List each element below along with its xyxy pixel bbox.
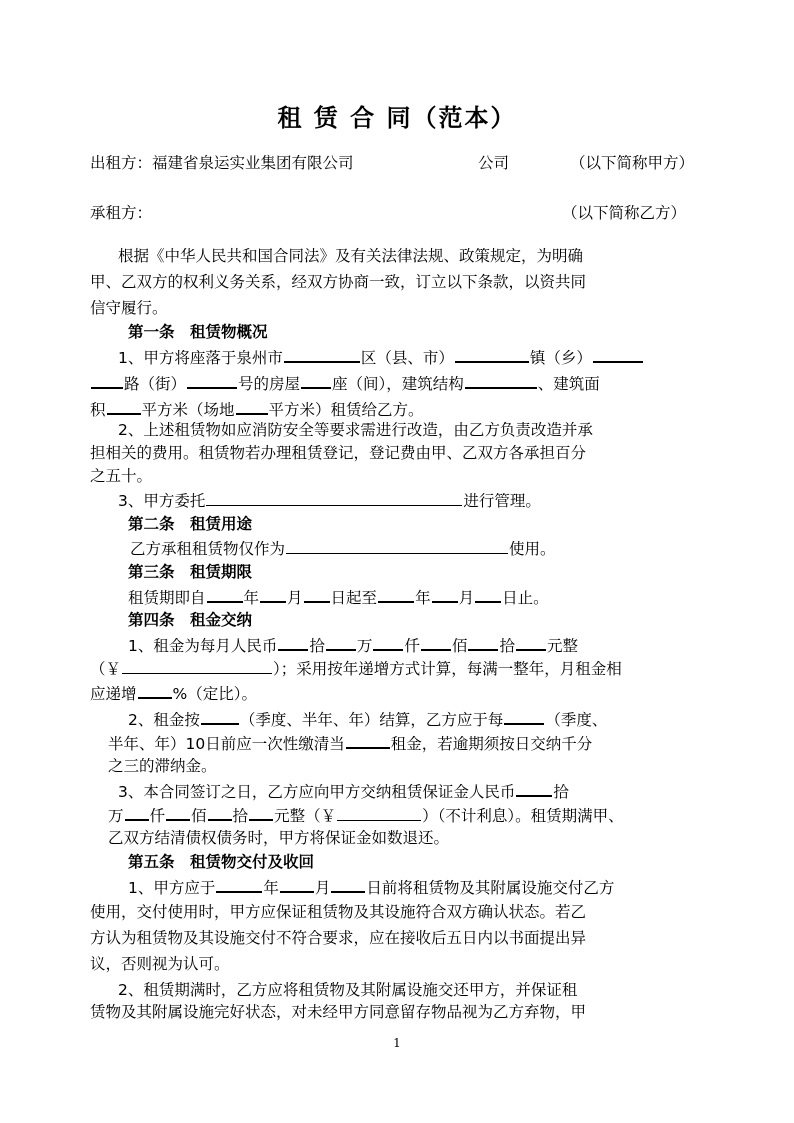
text: 半年、年）10日前应一次性缴清当	[108, 735, 345, 753]
blank	[337, 805, 421, 821]
text: 万	[108, 807, 124, 825]
lessee-label: 承租方：	[90, 204, 153, 222]
art4-p3-line1	[118, 780, 569, 802]
article-3-heading: 第三条 租赁期限	[128, 563, 253, 581]
art4-p2-line1	[128, 708, 607, 730]
blank	[187, 372, 237, 389]
art4-p3-line2	[108, 804, 624, 826]
intro-line-1: 根据《中华人民共和国合同法》及有关法律法规、政策规定，为明确	[118, 247, 584, 265]
blank	[301, 372, 331, 389]
lessor-label: 出租方：	[90, 154, 153, 172]
text: 平方米（场地	[141, 401, 235, 419]
text: %（定比）。	[172, 685, 257, 703]
art4-p1-line1	[128, 634, 578, 656]
blank	[516, 780, 552, 797]
page-number: 1	[393, 1036, 401, 1050]
text: 日起至	[330, 589, 378, 607]
text: 应递增	[90, 685, 137, 703]
art1-p1-line2	[90, 372, 600, 394]
art1-p1-line1	[118, 346, 644, 368]
text: 年	[415, 589, 431, 607]
blank	[421, 634, 451, 651]
blank	[468, 634, 498, 651]
blank	[516, 634, 546, 651]
intro-line-2: 甲、乙双方的权利义务关系，经双方协商一致，订立以下条款，以资共同	[90, 273, 587, 291]
blank	[249, 804, 273, 821]
text: 日止。	[502, 589, 549, 607]
text: 租金，若逾期须按日交纳千分	[390, 735, 593, 753]
art1-p2-line1: 2、上述租赁物如应消防安全等要求需进行改造，由乙方负责改造并承	[118, 421, 593, 439]
blank	[91, 372, 123, 389]
text: 1、甲方应于	[128, 879, 216, 897]
text: （季度、	[545, 711, 608, 729]
article-4-heading: 第四条 租金交纳	[128, 611, 253, 629]
company-word: 公司	[478, 154, 510, 172]
blank	[346, 732, 390, 749]
article-1-heading: 第一条 租赁物概况	[128, 323, 268, 341]
article-5-heading: 第五条 租赁物交付及收回	[128, 853, 315, 871]
blank	[122, 658, 272, 674]
art5-p2-line1: 2、租赁期满时，乙方应将租赁物及其附属设施交还甲方，并保证租	[118, 981, 578, 999]
blank	[286, 538, 508, 554]
text: 万	[356, 637, 373, 655]
blank	[465, 372, 537, 389]
text: 3、甲方委托	[118, 492, 206, 510]
blank	[107, 398, 141, 415]
text: 佰	[451, 637, 468, 655]
text: 拾	[309, 637, 325, 655]
text: 拾	[553, 783, 569, 801]
intro-line-3: 信守履行。	[90, 299, 168, 317]
art1-p1-line3	[90, 398, 424, 420]
text: 元整（￥	[274, 807, 337, 825]
article-2-heading: 第二条 租赁用途	[128, 515, 253, 533]
art3-p	[128, 586, 549, 608]
lessee-alias: （以下简称乙方）	[562, 204, 687, 222]
text: 平方米）租赁给乙方。	[268, 401, 424, 419]
text: 2、租金按	[128, 711, 200, 729]
text: 积	[90, 401, 106, 419]
text: 1、甲方将座落于泉州市	[118, 349, 283, 367]
text: ）（不计利息）。租赁期满甲、	[422, 807, 624, 825]
art1-p2-line2: 担相关的费用。租赁物若办理租赁登记，登记费由甲、乙双方各承担百分	[90, 444, 587, 462]
text: 路（街）	[124, 375, 187, 393]
text: 1、租金为每月人民币	[128, 637, 278, 655]
blank	[432, 586, 458, 603]
text: 仟	[149, 807, 166, 825]
blank	[373, 634, 403, 651]
text: ）；采用按年递增方式计算，每满一整年，月租金相	[273, 660, 622, 678]
art5-p1-line1	[128, 876, 614, 898]
text: 号的房屋	[238, 375, 301, 393]
text: 乙方承租租赁物仅作为	[130, 540, 286, 558]
lessor-name: 福建省泉运实业集团有限公司	[152, 154, 354, 172]
text: 租赁期即自	[128, 589, 206, 607]
text: 年	[243, 589, 260, 607]
blank	[284, 346, 360, 363]
blank	[201, 708, 239, 725]
art1-p2-line3: 之五十。	[90, 467, 153, 485]
blank	[331, 876, 365, 893]
blank	[593, 346, 643, 363]
blank	[125, 804, 149, 821]
blank	[455, 346, 529, 363]
text: 元整	[546, 637, 578, 655]
blank	[278, 634, 308, 651]
blank	[208, 804, 232, 821]
blank	[280, 876, 314, 893]
text: 月	[287, 589, 303, 607]
blank	[326, 634, 356, 651]
art4-p1-line3	[90, 682, 257, 704]
text: 座（间），建筑结构	[332, 375, 464, 393]
blank	[260, 586, 286, 603]
text: 仟	[404, 637, 420, 655]
text: （￥	[90, 660, 122, 678]
text: 年	[263, 879, 279, 897]
text: 3、本合同签订之日，乙方应向甲方交纳租赁保证金人民币	[118, 783, 516, 801]
text: 使用。	[509, 540, 556, 558]
text: 拾	[232, 807, 249, 825]
art5-p1-line4: 议，否则视为认可。	[90, 955, 230, 973]
art2-p	[130, 538, 556, 559]
blank	[504, 708, 544, 725]
text: 月	[458, 589, 475, 607]
text: 、建筑面	[537, 375, 600, 393]
text: 镇（乡）	[529, 349, 592, 367]
text: 拾	[499, 637, 515, 655]
text: 日前将租赁物及其附属设施交付乙方	[366, 879, 615, 897]
art4-p3-line3: 乙双方结清债权债务时，甲方将保证金如数退还。	[108, 829, 450, 847]
art1-p3	[118, 490, 541, 511]
text: 佰	[191, 807, 207, 825]
blank	[304, 586, 330, 603]
blank	[378, 586, 414, 603]
art5-p1-line2: 使用，交付使用时，甲方应保证租赁物及其设施符合双方确认状态。若乙	[90, 903, 587, 921]
blank	[236, 398, 268, 415]
blank	[216, 876, 262, 893]
blank	[206, 490, 462, 506]
art5-p2-line2: 赁物及其附属设施完好状态，对未经甲方同意留存物品视为乙方弃物，甲	[90, 1003, 587, 1021]
document-title: 租 赁 合 同（范本）	[277, 103, 517, 132]
art4-p2-line2	[108, 732, 592, 754]
lessor-alias: （以下简称甲方）	[570, 154, 695, 172]
art5-p1-line3: 方认为租赁物及其设施交付不符合要求，应在接收后五日内以书面提出异	[90, 929, 587, 947]
art4-p1-line2	[90, 658, 622, 679]
text: 进行管理。	[463, 492, 541, 510]
blank	[166, 804, 190, 821]
text: （季度、半年、年）结算，乙方应于每	[239, 711, 504, 729]
blank	[207, 586, 243, 603]
art4-p2-line3: 之三的滞纳金。	[108, 757, 217, 775]
text: 月	[314, 879, 331, 897]
blank	[138, 682, 172, 699]
text: 区（县、市）	[360, 349, 454, 367]
lessor-line	[90, 153, 354, 173]
blank	[475, 586, 501, 603]
